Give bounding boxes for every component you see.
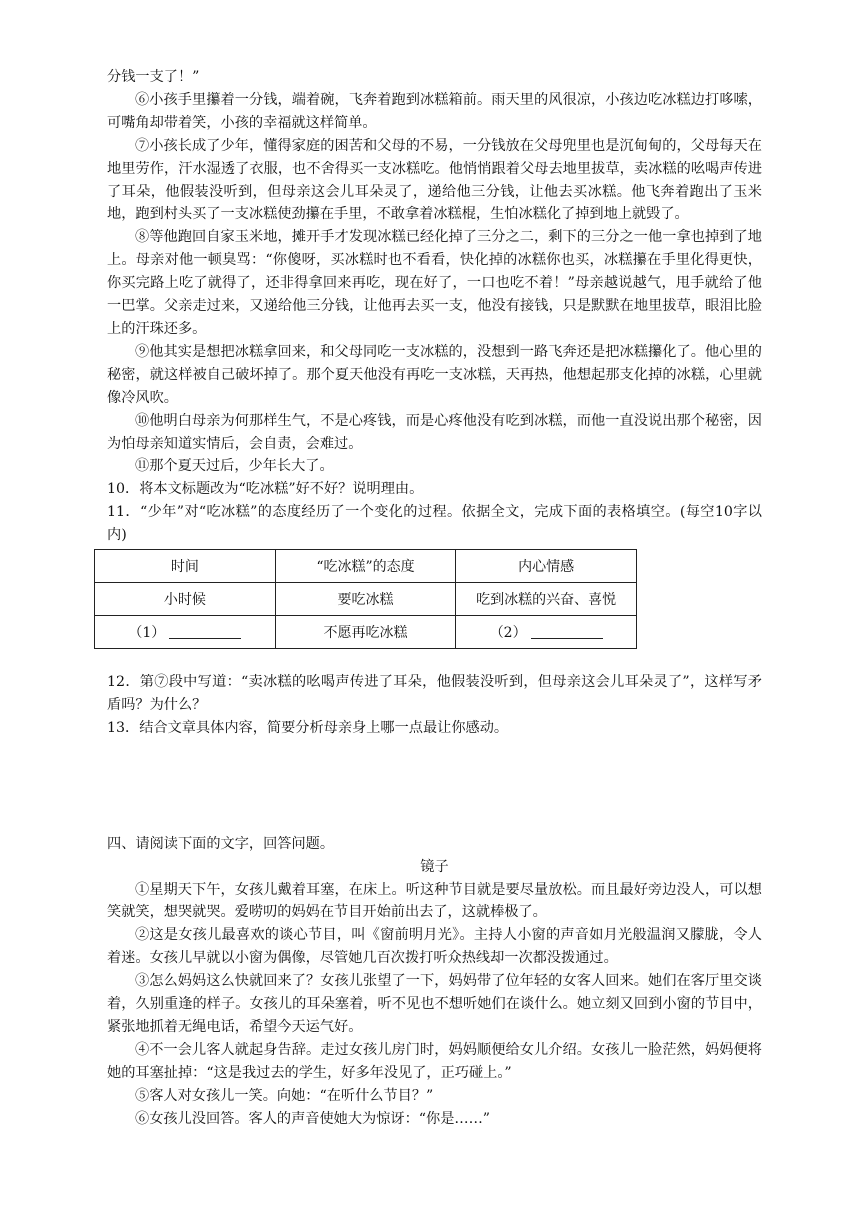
story-paragraph-10: ⑩他明白母亲为何那样生气，不是心疼钱，而是心疼他没有吃到冰糕，而他一直没说出那个秘密，因为怕母亲知道实情后，会自责，会难过。 <box>107 412 762 452</box>
story-paragraph-8: ⑧等他跑回自家玉米地，摊开手才发现冰糕已经化掉了三分之二，剩下的三分之一他一拿也掉到了地上。母亲对他一顿臭骂：“你傻呀，买冰糕时也不看看，快化掉的冰糕你也买，冰糕攥在手里化得更快，你买完路上吃了就得了，还非得拿回来再吃，现在好了，一口也吃不着！”母亲越说越气，甩手就给了他一巴掌。父亲走过来，又递给他三分钱，让他再去买一支，他没有接钱，只是默默在地里拔草，眼泪比脸上的汗珠还多。 <box>107 229 762 337</box>
document-content <box>107 66 762 1131</box>
question-13: 13．结合文章具体内容，简要分析母亲身上哪一点最让你感动。 <box>107 719 509 736</box>
table-row <box>95 583 637 616</box>
answer-blank-1[interactable] <box>169 622 241 639</box>
mirror-paragraph-1: ①星期天下午，女孩儿戴着耳塞，在床上。听这种节目就是要尽量放松。而且最好旁边没人，可以想笑就笑，想哭就哭。爱唠叨的妈妈在节目开始前出去了，这就棒极了。 <box>107 881 762 921</box>
attitude-table <box>94 549 637 649</box>
table-header-attitude: “吃冰糕”的态度 <box>275 550 456 583</box>
blank-label-1: （1） <box>128 625 166 642</box>
answer-blank-2[interactable] <box>531 622 603 639</box>
table-header-time: 时间 <box>95 550 276 583</box>
question-11: 11．“少年”对“吃冰糕”的态度经历了一个变化的过程。依据全文，完成下面的表格填空。(每空10字以内) <box>107 504 762 544</box>
table-cell-blank-1[interactable] <box>95 616 276 649</box>
mirror-paragraph-3: ③怎么妈妈这么快就回来了？女孩儿张望了一下，妈妈带了位年轻的女客人回来。她们在客厅里交谈着，久别重逢的样子。女孩儿的耳朵塞着，听不见也不想听她们在谈什么。她立刻又回到小窗的节目中，紧张地抓着无绳电话，希望今天运气好。 <box>107 973 762 1035</box>
question-10: 10．将本文标题改为“吃冰糕”好不好？说明理由。 <box>107 481 424 498</box>
story-title: 镜子 <box>420 858 449 875</box>
story-paragraph-continued: 分钱一支了！” <box>107 69 200 85</box>
mirror-paragraph-4: ④不一会儿客人就起身告辞。走过女孩儿房门时，妈妈顺便给女儿介绍。女孩儿一脸茫然，妈妈便将她的耳塞扯掉：“这是我过去的学生，好多年没见了，正巧碰上。” <box>107 1041 762 1081</box>
table-cell: 小时候 <box>95 583 276 616</box>
story-paragraph-11: ⑪那个夏天过后，少年长大了。 <box>135 458 334 475</box>
table-row <box>95 616 637 649</box>
table-cell: 吃到冰糕的兴奋、喜悦 <box>456 583 637 616</box>
story-paragraph-9: ⑨他其实是想把冰糕拿回来，和父母同吃一支冰糕的，没想到一路飞奔还是把冰糕攥化了。他心里的秘密，就这样被自己破坏掉了。那个夏天他没有再吃一支冰糕，天再热，他想起那支化掉的冰糕，心里就像冷风吹。 <box>107 343 762 406</box>
story-paragraph-6: ⑥小孩手里攥着一分钱，端着碗，飞奔着跑到冰糕箱前。雨天里的风很凉，小孩边吃冰糕边打哆嗦，可嘴角却带着笑，小孩的幸福就这样简单。 <box>107 91 762 131</box>
table-header-row <box>95 550 637 583</box>
story-excerpt <box>107 66 762 478</box>
table-cell-blank-2[interactable] <box>456 616 637 649</box>
question-12: 12．第⑦段中写道：“卖冰糕的吆喝声传进了耳朵，他假装没听到，但母亲这会儿耳朵灵了”，这样写矛盾吗？为什么？ <box>107 674 762 713</box>
mirror-paragraph-6: ⑥女孩儿没回答。客人的声音使她大为惊讶：“你是……” <box>135 1110 491 1127</box>
mirror-paragraph-2: ②这是女孩儿最喜欢的谈心节目，叫《窗前明月光》。主持人小窗的声音如月光般温润又朦胧，令人着迷。女孩儿早就以小窗为偶像，尽管她几百次拨打听众热线却一次都没拨通过。 <box>107 927 762 967</box>
table-header-emotion: 内心情感 <box>456 550 637 583</box>
blank-label-2: （2） <box>489 625 527 642</box>
mirror-paragraph-5: ⑤客人对女孩儿一笑。向她：“在听什么节目？” <box>135 1087 434 1104</box>
story-paragraph-7: ⑦小孩长成了少年，懂得家庭的困苦和父母的不易，一分钱放在父母兜里也是沉甸甸的，父母每天在地里劳作，汗水湿透了衣服，也不舍得买一支冰糕吃。他悄悄跟着父母去地里拔草，卖冰糕的吆喝声传进了耳朵，他假装没听到，但母亲这会儿耳朵灵了，递给他三分钱，让他去买冰糕。他飞奔着跑出了玉米地，跑到村头买了一支冰糕使劲攥在手里，不敢拿着冰糕棍，生怕冰糕化了掉到地上就毁了。 <box>107 137 762 223</box>
table-cell: 不愿再吃冰糕 <box>275 616 456 649</box>
section-4-heading: 四、请阅读下面的文字，回答问题。 <box>107 835 335 852</box>
table-cell: 要吃冰糕 <box>275 583 456 616</box>
answer-space[interactable] <box>107 740 762 833</box>
